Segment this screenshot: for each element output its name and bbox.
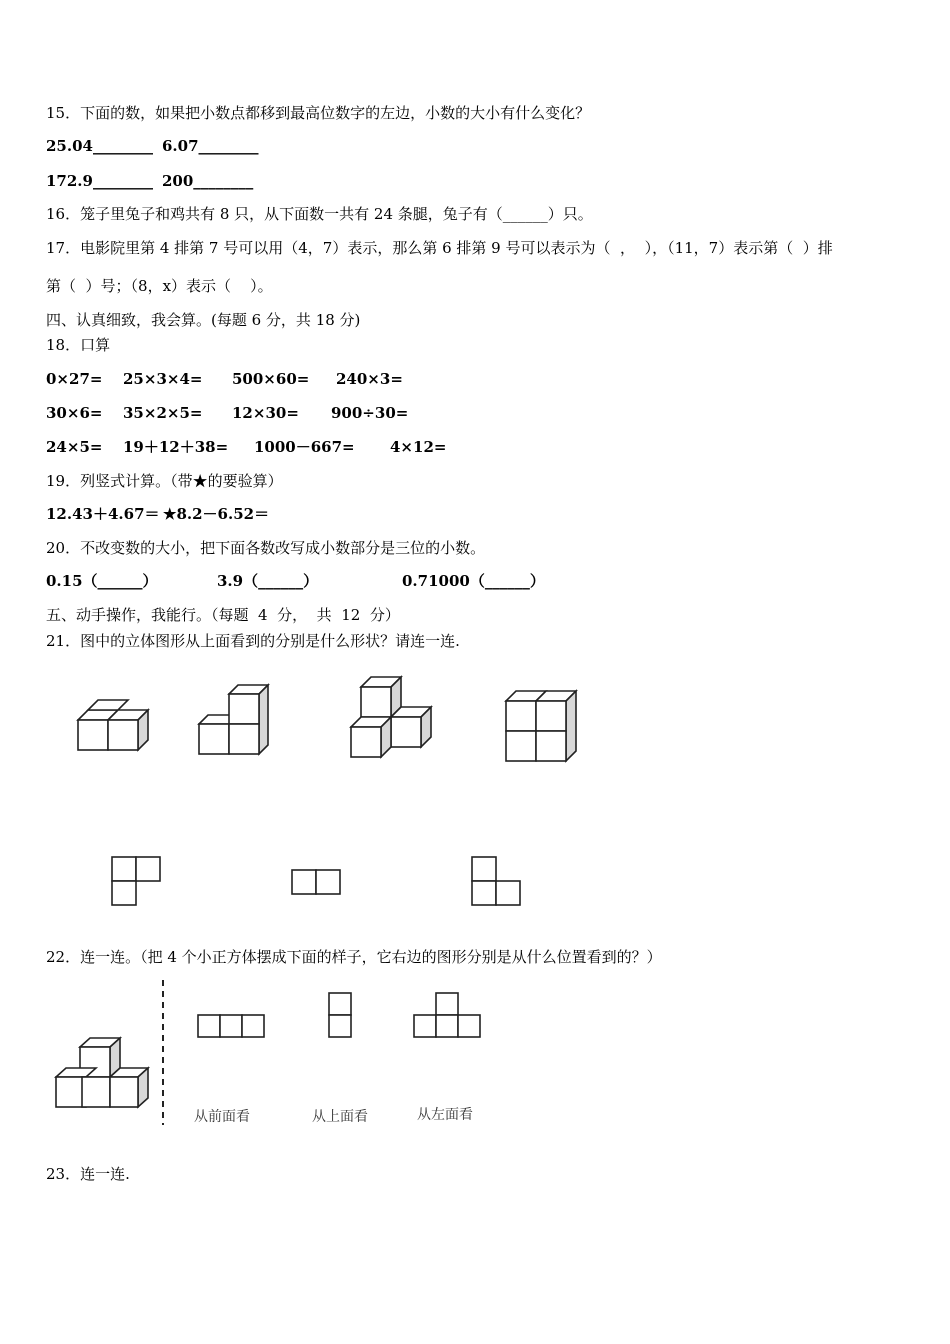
q15-item: 25.04________ bbox=[46, 137, 153, 155]
q18-item: 12×30= bbox=[232, 404, 299, 422]
q20-item: 3.9（______） bbox=[217, 572, 319, 590]
q22-question: 22．连一连。（把 4 个小正方体摆成下面的样子，它右边的图形分别是从什么位置看到的？） bbox=[46, 948, 662, 966]
q15-item: 6.07________ bbox=[162, 137, 259, 155]
dashed-divider bbox=[158, 980, 168, 1125]
q19-item: 12.43＋4.67＝ bbox=[46, 505, 160, 523]
solid-figure-3 bbox=[345, 672, 440, 762]
view-shape-row-of-three bbox=[196, 1013, 268, 1041]
q20-item: 0.71000（______） bbox=[402, 572, 545, 590]
q18-item: 19＋12＋38= bbox=[123, 438, 229, 456]
view-shape-column-of-two bbox=[327, 991, 355, 1041]
view-shape-t-shape bbox=[412, 991, 484, 1041]
solid-figure-2 bbox=[195, 680, 280, 760]
q20-item: 0.15（______） bbox=[46, 572, 158, 590]
q18-item: 24×5= bbox=[46, 438, 103, 456]
q18-item: 30×6= bbox=[46, 404, 103, 422]
q21-question: 21．图中的立体图形从上面看到的分别是什么形状？请连一连. bbox=[46, 632, 460, 650]
q19-item: ★8.2－6.52＝ bbox=[163, 505, 270, 523]
top-view-shape-1 bbox=[110, 855, 165, 910]
q23-question: 23．连一连. bbox=[46, 1165, 130, 1183]
caption-left-view: 从左面看 bbox=[417, 1107, 473, 1123]
q20-title: 20．不改变数的大小，把下面各数改写成小数部分是三位的小数。 bbox=[46, 539, 486, 557]
solid-figure-4 bbox=[500, 685, 585, 770]
caption-front-view: 从前面看 bbox=[194, 1109, 250, 1125]
q16-question: 16．笼子里兔子和鸡共有 8 只，从下面数一共有 24 条腿，兔子有（______）只。 bbox=[46, 205, 593, 223]
q18-title: 18．口算 bbox=[46, 336, 111, 354]
solid-figure-1 bbox=[70, 695, 160, 755]
q18-item: 35×2×5= bbox=[123, 404, 203, 422]
q18-item: 900÷30= bbox=[331, 404, 409, 422]
q15-question: 15．下面的数，如果把小数点都移到最高位数字的左边，小数的大小有什么变化？ bbox=[46, 104, 591, 122]
q15-item: 200________ bbox=[162, 172, 254, 190]
caption-top-view: 从上面看 bbox=[312, 1109, 368, 1125]
q17-question-cont: 第（ ）号；（8，x）表示（ ）。 bbox=[46, 277, 273, 295]
q17-question: 17．电影院里第 4 排第 7 号可以用（4，7）表示，那么第 6 排第 9 号可以表示为（ ， ），（11，7）表示第（ ）排 bbox=[46, 239, 833, 257]
q18-item: 1000－667= bbox=[254, 438, 355, 456]
q18-item: 4×12= bbox=[390, 438, 447, 456]
section-5-title: 五、动手操作，我能行。（每题 4 分， 共 12 分） bbox=[46, 606, 400, 624]
q22-solid-figure bbox=[50, 1035, 150, 1110]
q18-item: 500×60= bbox=[232, 370, 310, 388]
q18-item: 0×27= bbox=[46, 370, 103, 388]
q15-item: 172.9________ bbox=[46, 172, 153, 190]
q18-item: 240×3= bbox=[336, 370, 403, 388]
section-4-title: 四、认真细致，我会算。(每题 6 分，共 18 分) bbox=[46, 311, 361, 329]
q18-item: 25×3×4= bbox=[123, 370, 203, 388]
top-view-shape-2 bbox=[290, 868, 345, 898]
top-view-shape-3 bbox=[470, 855, 525, 910]
q19-title: 19．列竖式计算。（带★的要验算） bbox=[46, 472, 283, 490]
